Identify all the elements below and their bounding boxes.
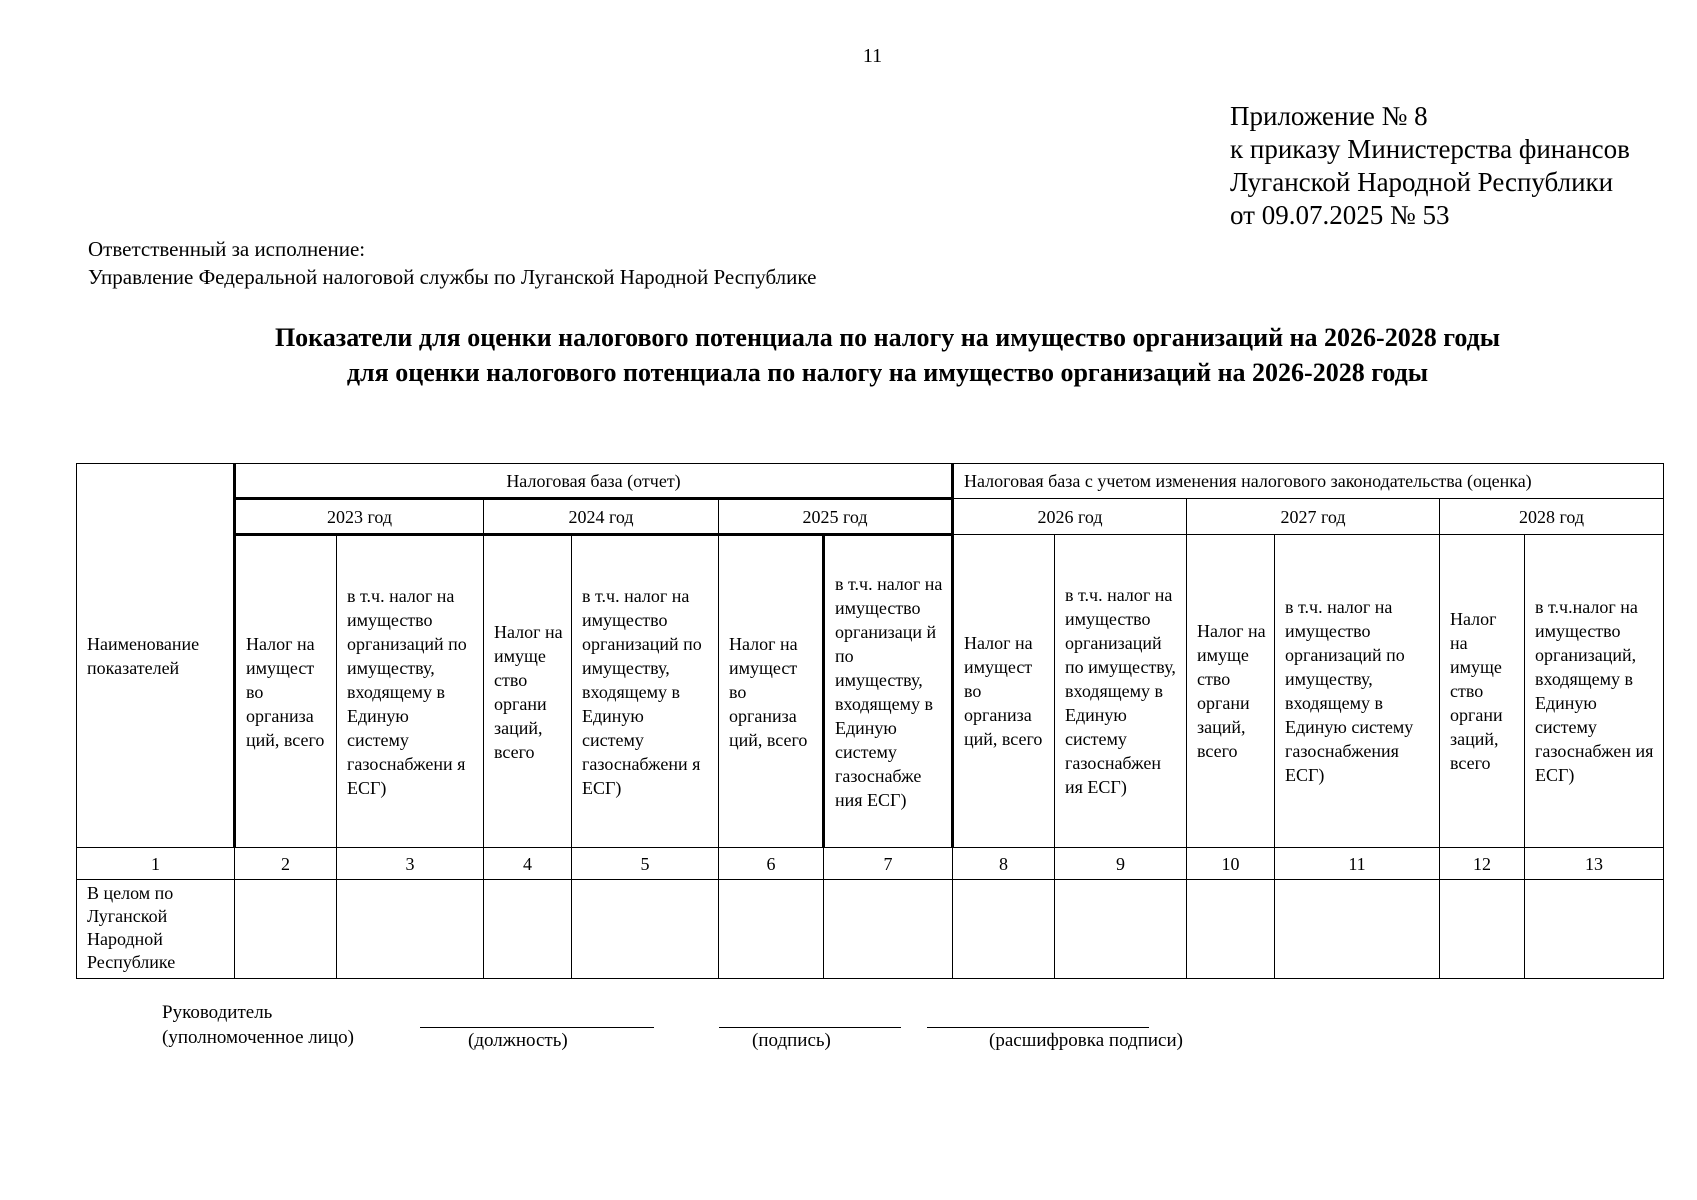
column-header-5: в т.ч. налог на имущество организаций по имуществу, входящему в Единую систему газоснабжени я ЕСГ): [572, 535, 719, 848]
column-number: 12: [1440, 848, 1525, 880]
column-number: 1: [77, 848, 235, 880]
decode-line: [927, 1027, 1149, 1028]
column-number: 4: [484, 848, 572, 880]
column-number: 2: [235, 848, 337, 880]
data-cell: [235, 880, 337, 979]
column-number: 8: [953, 848, 1055, 880]
column-header-2: Налог на имущест во организа ций, всего: [235, 535, 337, 848]
column-header-9: в т.ч. налог на имущество организаций по имуществу, входящему в Единую систему газоснабжен ия ЕСГ): [1055, 535, 1187, 848]
column-number: 7: [824, 848, 953, 880]
title-line-1: Показатели для оценки налогового потенциала по налогу на имущество организаций на 2026-2028 годы: [274, 323, 1501, 352]
group-report-header: Налоговая база (отчет): [235, 464, 953, 499]
indicators-table: [76, 463, 1664, 979]
year-header-2024: 2024 год: [484, 499, 719, 535]
signature-role: [162, 1000, 354, 1050]
column-number: 5: [572, 848, 719, 880]
data-cell: [824, 880, 953, 979]
column-header-7: в т.ч. налог на имущество организаци й по имуществу, входящему в Единую систему газоснабже ния ЕСГ): [824, 535, 953, 848]
signature-role-line-1: Руководитель: [162, 1002, 273, 1023]
column-number: 11: [1275, 848, 1440, 880]
data-cell: [1275, 880, 1440, 979]
page-number: 11: [862, 45, 883, 67]
row-header-cell: [77, 464, 235, 848]
appendix-line-4: от 09.07.2025 № 53: [1230, 200, 1450, 230]
responsible-label: Ответственный за исполнение:: [88, 237, 366, 261]
data-cell: [337, 880, 484, 979]
data-cell: [1187, 880, 1275, 979]
column-header-13: в т.ч.налог на имущество организаций, входящему в Единую систему газоснабжен ия ЕСГ): [1525, 535, 1664, 848]
data-cell: [1055, 880, 1187, 979]
year-header-2027: 2027 год: [1187, 499, 1440, 535]
appendix-line-3: Луганской Народной Республики: [1230, 167, 1614, 197]
data-cell: [1525, 880, 1664, 979]
column-header-11: в т.ч. налог на имущество организаций по имуществу, входящему в Единую систему газоснабжения ЕСГ): [1275, 535, 1440, 848]
column-number: 10: [1187, 848, 1275, 880]
decode-caption: (расшифровка подписи): [989, 1030, 1183, 1051]
column-header-8: Налог на имущест во организа ций, всего: [953, 535, 1055, 848]
data-cell: [484, 880, 572, 979]
row-header-label: Наименование показателей: [87, 633, 200, 678]
signature-caption: (подпись): [752, 1030, 831, 1051]
column-header-12: Налог на имуще ство органи заций, всего: [1440, 535, 1525, 848]
column-number: 3: [337, 848, 484, 880]
column-header-10: Налог на имуще ство органи заций, всего: [1187, 535, 1275, 848]
responsible-block: [88, 235, 816, 291]
group-estimate-header: Налоговая база с учетом изменения налогового законодательства (оценка): [953, 464, 1664, 499]
signature-line: [719, 1027, 901, 1028]
table-row: [77, 880, 1664, 979]
data-cell: [1440, 880, 1525, 979]
data-cell: [953, 880, 1055, 979]
appendix-block: [1230, 100, 1630, 232]
data-cell: [572, 880, 719, 979]
position-line: [420, 1027, 654, 1028]
year-header-2028: 2028 год: [1440, 499, 1664, 535]
year-header-2023: 2023 год: [235, 499, 484, 535]
responsible-org: Управление Федеральной налоговой службы по Луганской Народной Республике: [88, 265, 817, 289]
appendix-line-2: к приказу Министерства финансов: [1230, 134, 1630, 164]
column-header-6: Налог на имущест во организа ций, всего: [719, 535, 824, 848]
title-line-2: для оценки налогового потенциала по налогу на имущество организаций на 2026-2028 годы: [346, 358, 1429, 387]
appendix-line-1: Приложение № 8: [1230, 101, 1428, 131]
signature-role-line-2: (уполномоченное лицо): [162, 1027, 354, 1048]
indicators-table-wrapper: [76, 463, 1664, 979]
data-row-label: В целом по Луганской Народной Республике: [77, 880, 235, 979]
column-header-4: Налог на имуще ство органи заций, всего: [484, 535, 572, 848]
column-number: 13: [1525, 848, 1664, 880]
column-number: 9: [1055, 848, 1187, 880]
year-header-2025: 2025 год: [719, 499, 953, 535]
column-number: 6: [719, 848, 824, 880]
column-header-3: в т.ч. налог на имущество организаций по имуществу, входящему в Единую систему газоснабжени я ЕСГ): [337, 535, 484, 848]
document-title: [0, 320, 1697, 390]
position-caption: (должность): [468, 1030, 568, 1051]
column-number-row: [77, 848, 1664, 880]
data-cell: [719, 880, 824, 979]
year-header-2026: 2026 год: [953, 499, 1187, 535]
